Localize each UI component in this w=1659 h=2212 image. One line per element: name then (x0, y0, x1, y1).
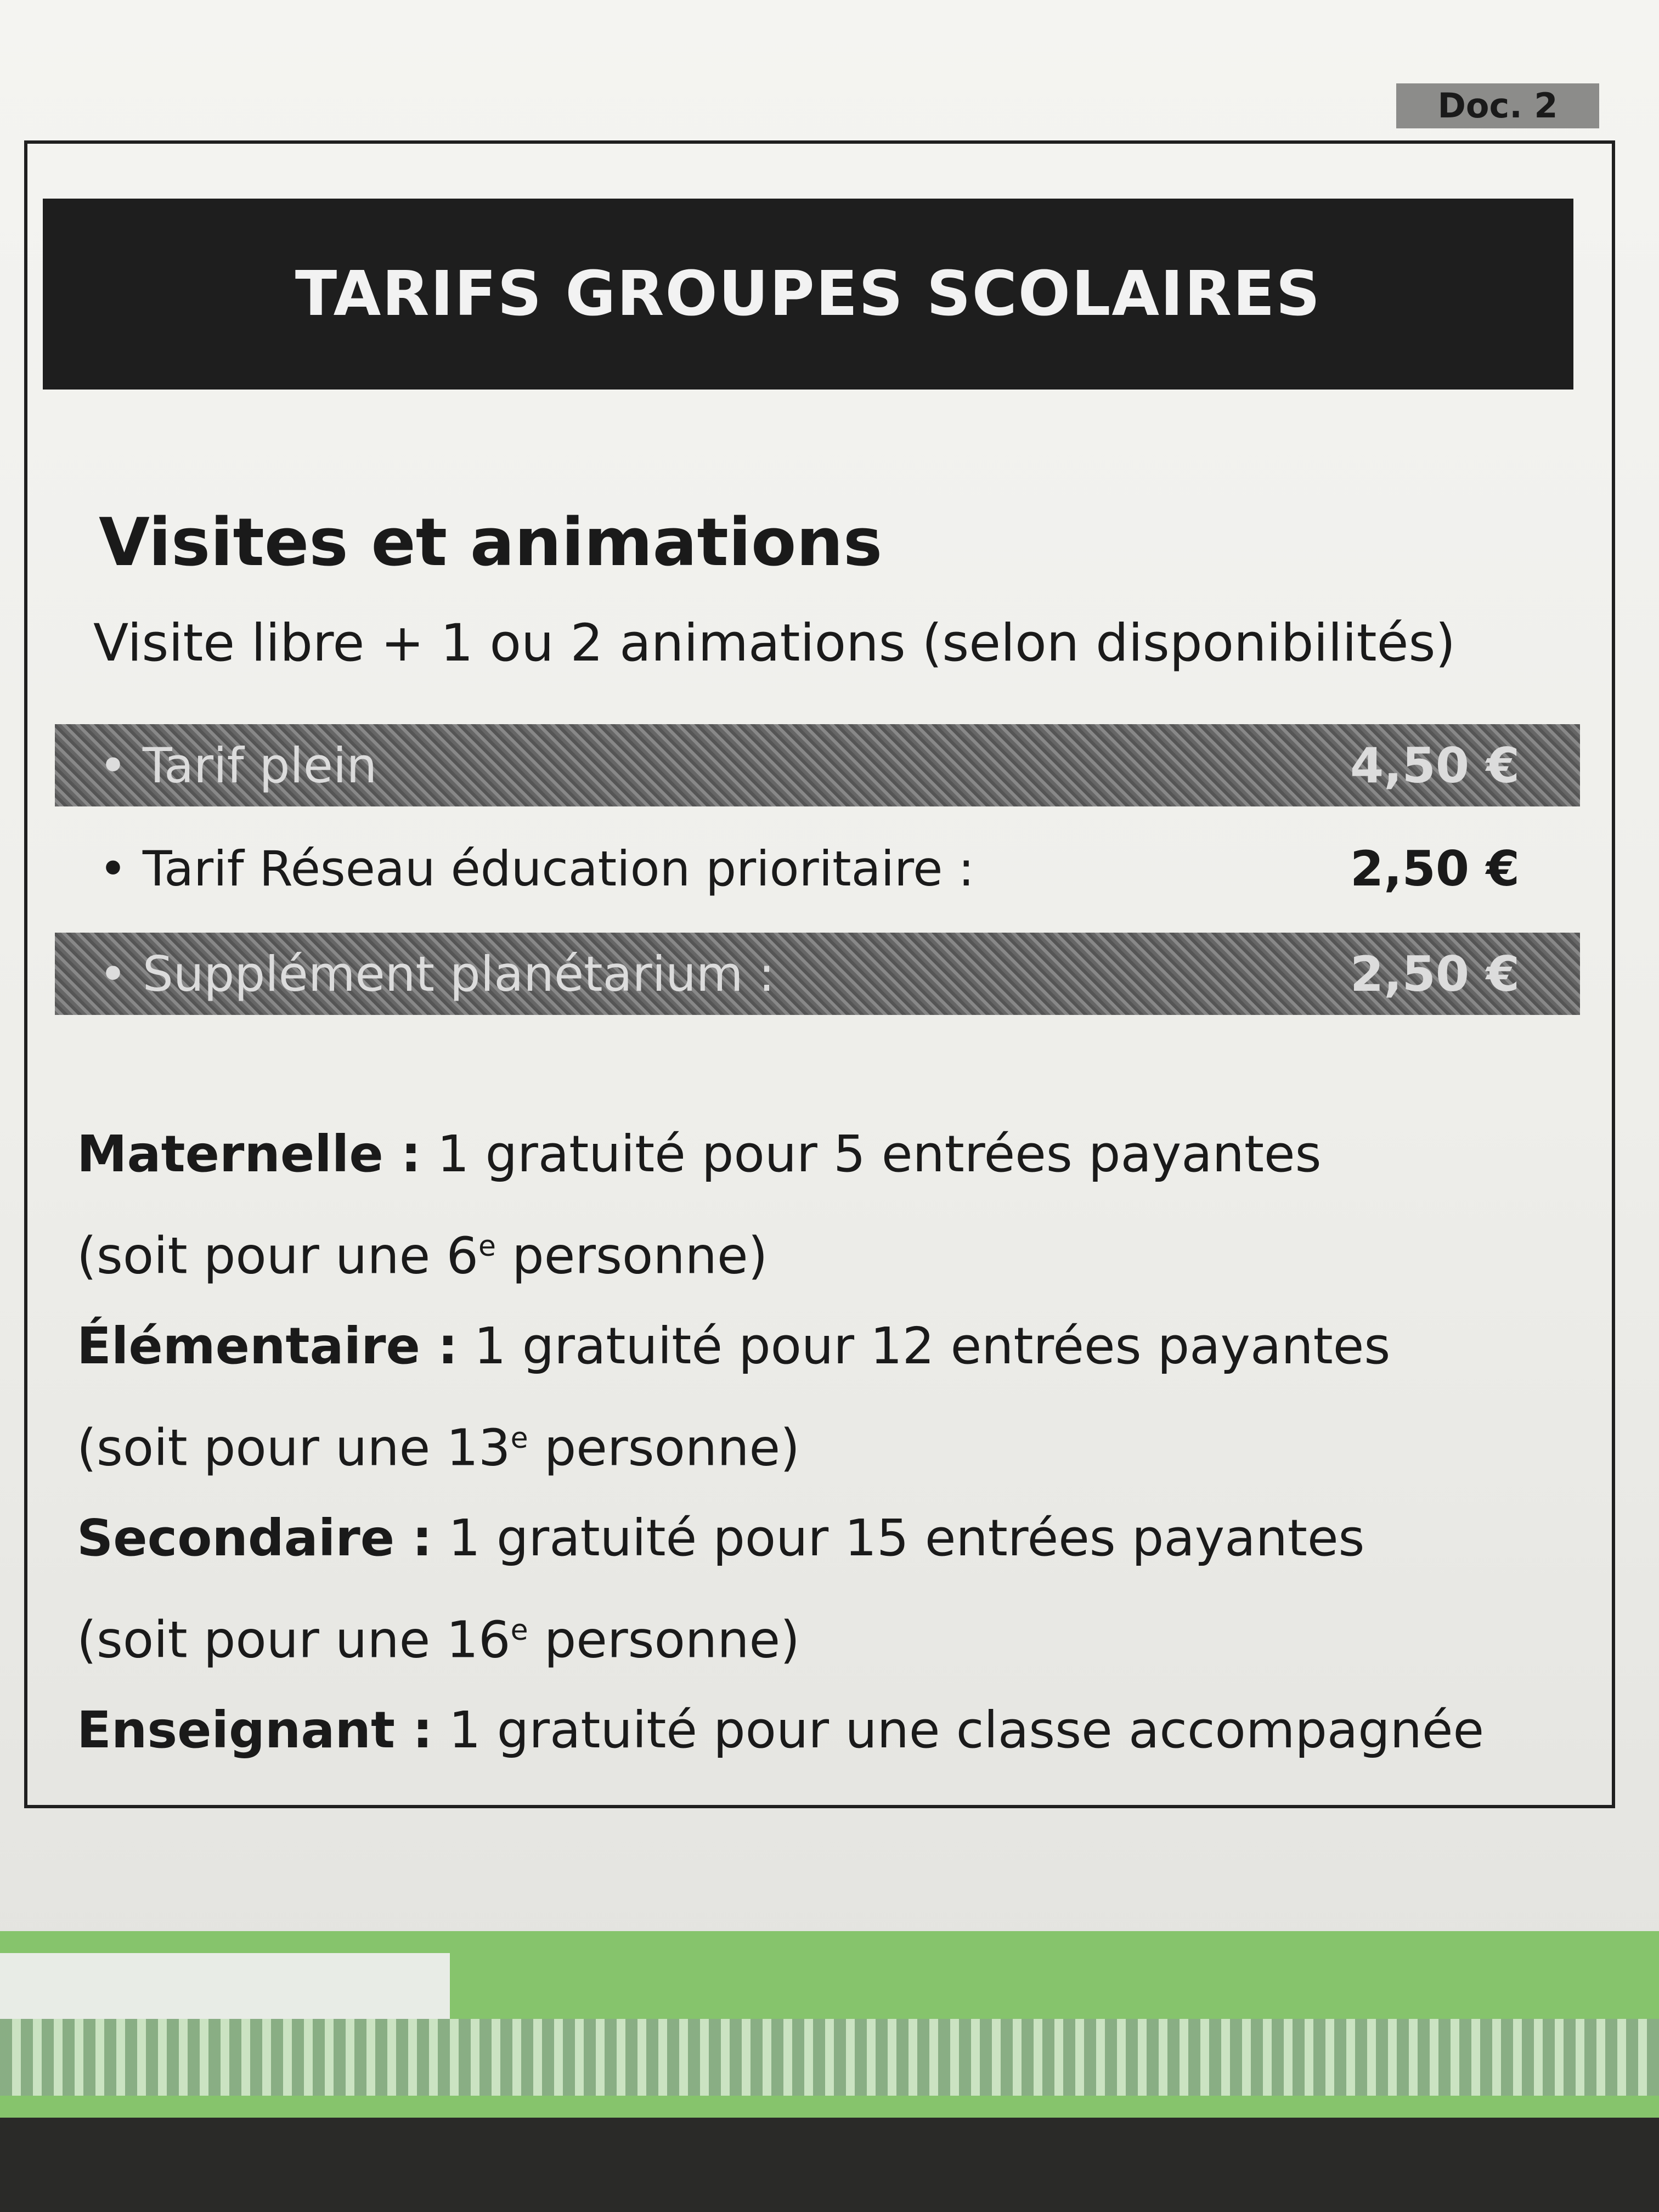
dark-background (0, 2118, 1659, 2212)
rule-note-end: personne) (528, 1418, 800, 1477)
rule-maternelle (77, 1108, 1558, 1302)
doc-label: Doc. 2 (1396, 83, 1599, 128)
rule-note: (soit pour une 16 (77, 1610, 511, 1669)
price-label: • Tarif Réseau éducation prioritaire : (99, 840, 975, 897)
title-banner (43, 199, 1573, 390)
rule-note: (soit pour une 6 (77, 1226, 479, 1285)
price-amount: 4,50 € (1350, 737, 1520, 794)
section-heading: Visites et animations (99, 505, 883, 581)
price-amount: 2,50 € (1350, 840, 1520, 897)
price-row-tarif-rep (55, 827, 1580, 910)
rule-note-end: personne) (528, 1610, 800, 1669)
price-amount: 2,50 € (1350, 945, 1520, 1002)
folder-label-area (0, 1953, 450, 2019)
section-subheading: Visite libre + 1 ou 2 animations (selon disponibilités) (93, 613, 1456, 673)
rule-text: 1 gratuité pour 12 entrées payantes (473, 1317, 1391, 1375)
rule-note-sup: e (510, 1614, 528, 1647)
folder-barcode-strip (0, 2019, 1659, 2096)
price-row-planetarium (55, 933, 1580, 1015)
rule-secondaire (77, 1492, 1558, 1686)
rule-category: Enseignant : (77, 1701, 433, 1759)
rule-category: Élémentaire : (77, 1317, 458, 1375)
rule-elementaire (77, 1300, 1558, 1494)
document-title: TARIFS GROUPES SCOLAIRES (295, 258, 1322, 330)
price-row-tarif-plein (55, 724, 1580, 806)
rule-text: 1 gratuité pour 15 entrées payantes (448, 1509, 1365, 1567)
rule-note-sup: e (478, 1230, 496, 1263)
rule-category: Secondaire : (77, 1509, 432, 1567)
rule-note-sup: e (510, 1422, 528, 1455)
rule-category: Maternelle : (77, 1125, 421, 1183)
rule-enseignant (77, 1684, 1558, 1776)
price-label: • Supplément planétarium : (99, 945, 775, 1002)
price-label: • Tarif plein (99, 737, 377, 794)
rule-note: (soit pour une 13 (77, 1418, 511, 1477)
rule-text: 1 gratuité pour une classe accompagnée (449, 1701, 1485, 1759)
rule-note-end: personne) (496, 1226, 768, 1285)
rule-text: 1 gratuité pour 5 entrées payantes (437, 1125, 1322, 1183)
